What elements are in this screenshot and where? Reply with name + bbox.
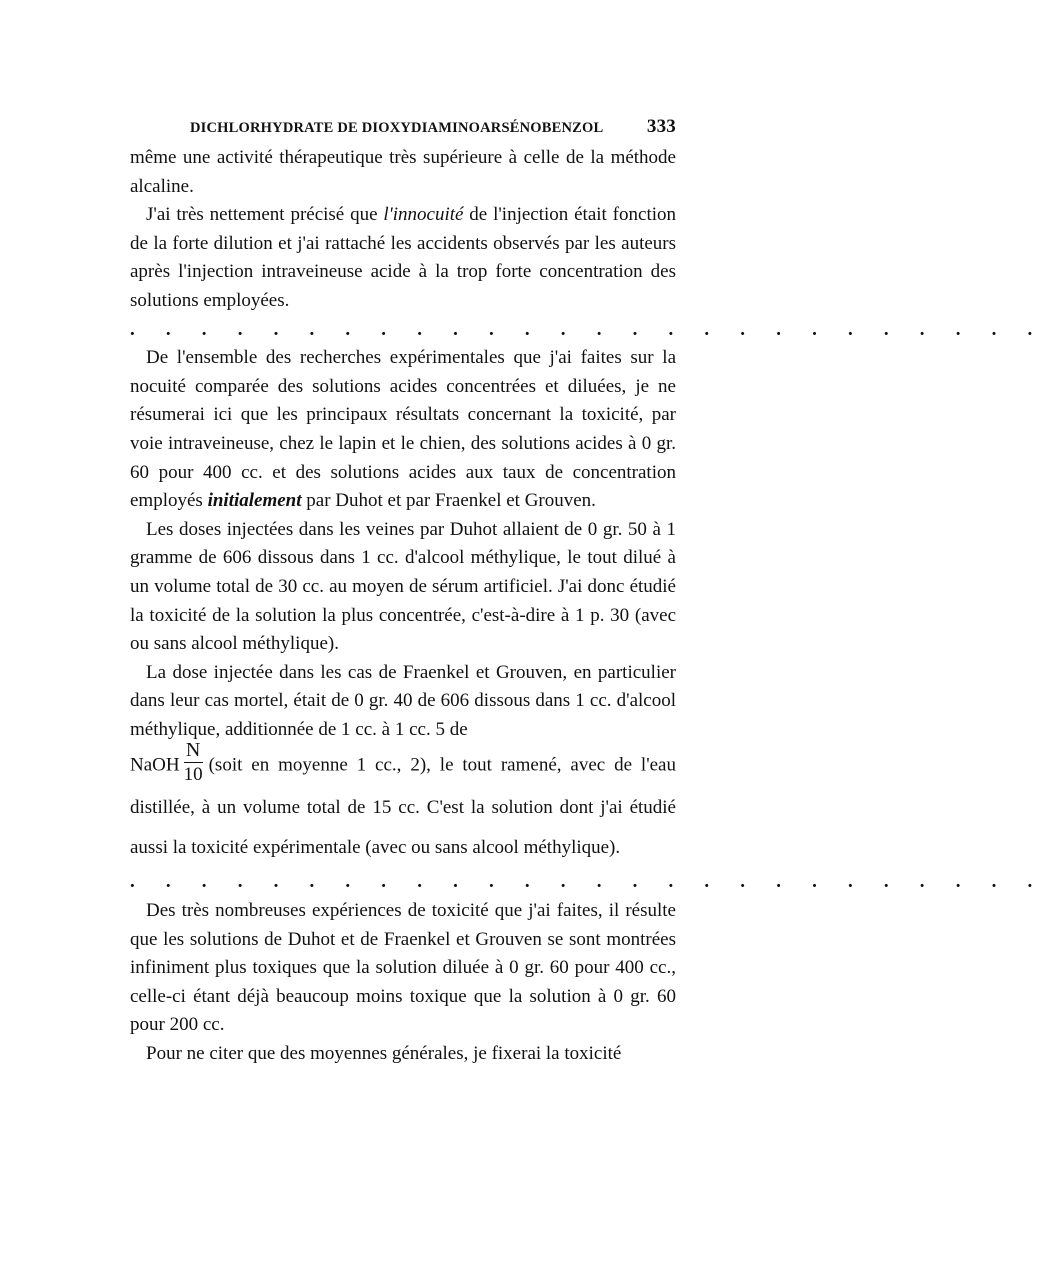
paragraph-4: Les doses injectées dans les veines par Duhot allaient de 0 gr. 50 à 1 gramme de 606 dissous dans 1 cc. d'alcool méthylique, le tout dilué à un volume total de 30 cc. au moyen de sérum artificiel. J'ai donc étudié la toxicité de la solution la plus concentrée, c'est-à-dire à 1 p. 30 (avec ou sans alcool méthylique). [130, 518, 676, 655]
paragraph-3-part-a: De l'ensemble des recherches expérimentales que j'ai faites sur la nocuité comparée des solutions acides concentrées et diluées, je ne résumerai ici que les principaux résultats concernant la toxicité, par voie intraveineuse, chez le lapin et le chien, des solutions acides à 0 gr. 60 pour 400 cc. et des solutions acides aux taux de concentration employés [130, 347, 676, 512]
paragraph-2 [130, 201, 676, 315]
fraction-numerator: N [184, 740, 203, 763]
paragraph-5-continued [130, 739, 676, 868]
running-title: DICHLORHYDRATE DE DIOXYDIAMINOARSÉNOBENZOL [190, 120, 604, 136]
paragraph-2-part-a: J'ai très nettement précisé que [146, 204, 384, 226]
paragraph-3 [130, 344, 676, 516]
fraction-denominator: 10 [183, 764, 203, 786]
running-header [130, 114, 676, 144]
paragraph-3-part-b: par Duhot et par Fraenkel et Grouven. [301, 490, 596, 512]
page-number: 333 [646, 116, 676, 137]
normality-fraction [184, 740, 203, 784]
ellipsis-separator-1: . . . . . . . . . . . . . . . . . . . . . . . . . . [130, 318, 1045, 340]
paragraph-7: Pour ne citer que des moyennes générales, je fixerai la toxicité [146, 1043, 622, 1065]
paragraph-5-part-a: La dose injectée dans les cas de Fraenkel et Grouven, en particulier dans leur cas mortel, était de 0 gr. 40 de 606 dissous dans 1 cc. d'alcool méthylique, additionnée de 1 cc. à 1 cc. 5 de [130, 661, 676, 740]
emphasis-initialement: initialement [207, 490, 302, 512]
book-page [130, 114, 1045, 1069]
paragraph-5 [130, 659, 676, 745]
paragraph-5-part-b: (soit en moyenne 1 cc., 2), le tout ramené, avec de l'eau distillée, à un volume total de 15 cc. C'est la solution dont j'ai étudié aussi la toxicité expérimentale (avec ou sans alcool méthylique). [130, 754, 676, 859]
emphasis-innocuite: l'innocuité [383, 204, 464, 226]
paragraph-2-part-b: de l'injection était fonction de la forte dilution et j'ai rattaché les accidents observés par les auteurs après l'injection intraveineuse acide à la trop forte concentration des solutions employées. [130, 204, 676, 311]
paragraph-6: Des très nombreuses expériences de toxicité que j'ai faites, il résulte que les solutions de Duhot et de Fraenkel et Grouven se sont montrées infiniment plus toxiques que la solution diluée à 0 gr. 60 pour 400 cc., celle-ci étant déjà beaucoup moins toxique que la solution à 0 gr. 60 pour 200 cc. [130, 900, 676, 1036]
naoh-formula: NaOH [130, 754, 180, 776]
body-text [130, 144, 1045, 1069]
paragraph-1: même une activité thérapeutique très supérieure à celle de la méthode alcaline. [130, 147, 676, 197]
ellipsis-separator-2: . . . . . . . . . . . . . . . . . . . . . . . . . . [130, 871, 1045, 893]
